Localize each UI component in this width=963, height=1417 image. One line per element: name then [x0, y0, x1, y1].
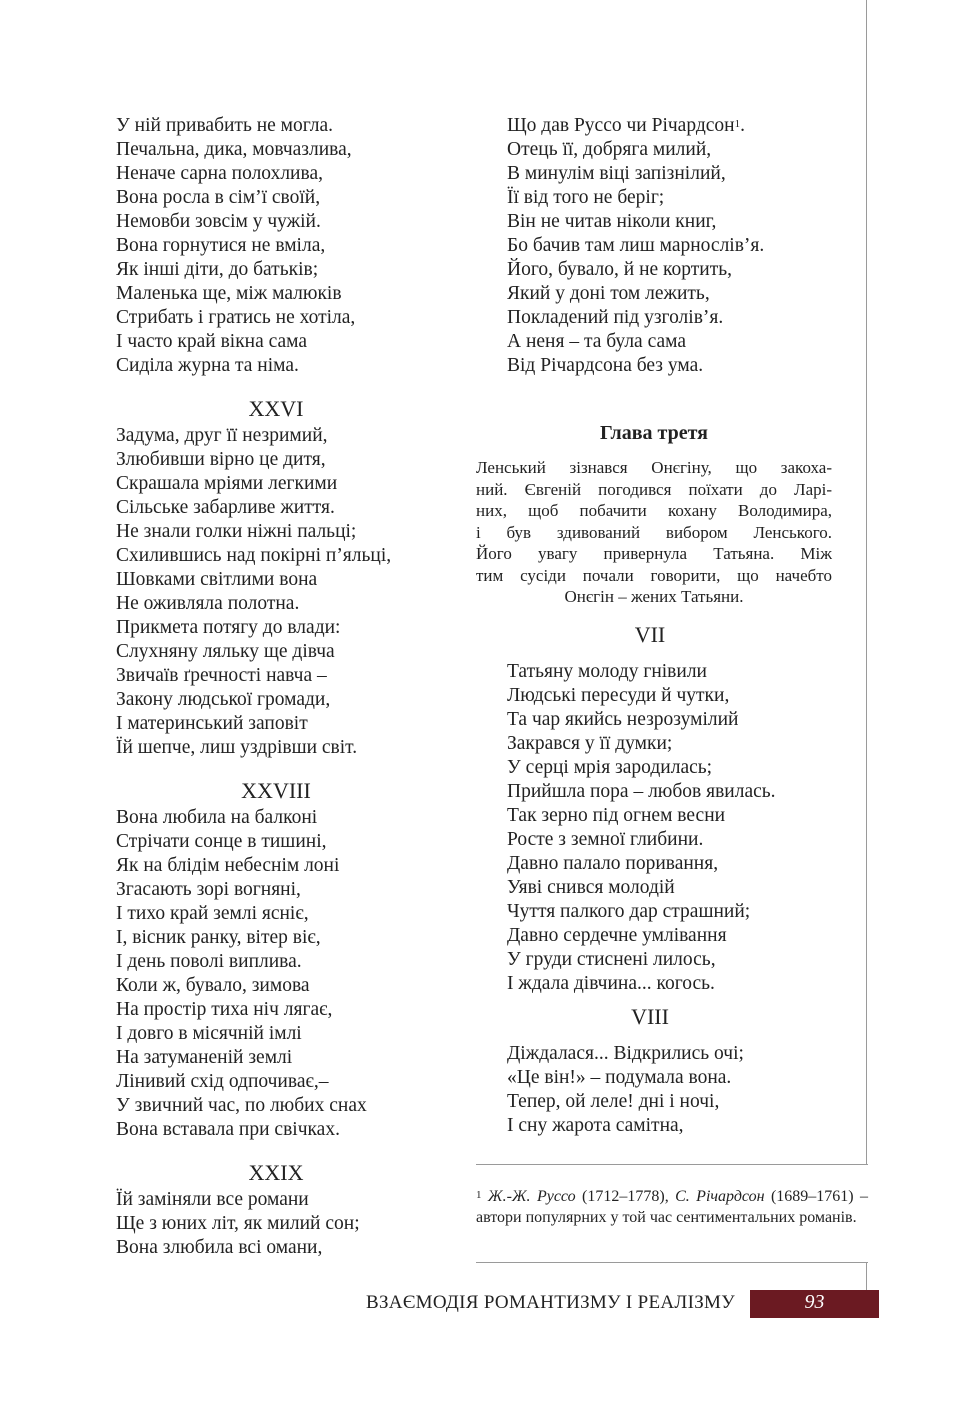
- verse-line: І часто край вікна сама: [116, 331, 308, 352]
- verse-line: Злюбивши вірно це дитя,: [116, 449, 326, 470]
- verse-line: У звичний час, по любих снах: [116, 1095, 367, 1116]
- footnote-author-2: С. Річардсон: [675, 1188, 765, 1205]
- verse-line: Як на блідім небеснім лоні: [116, 855, 340, 876]
- verse-line: Коли ж, бувало, зимова: [116, 975, 310, 996]
- verse-line: І сну жарота самітна,: [507, 1114, 684, 1136]
- verse-line: Чуття палкого дар страшний;: [507, 900, 751, 922]
- footnote: [476, 1187, 868, 1228]
- verse-line: Тепер, ой леле! дні і ночі,: [507, 1090, 720, 1112]
- verse-line: В минулім віці запізнілий,: [507, 163, 726, 184]
- verse-line: Вона росла в сім’ї своїй,: [116, 187, 321, 208]
- verse-line: На простір тиха ніч лягає,: [116, 999, 333, 1020]
- verse-line: У груди стиснені лилось,: [507, 948, 716, 970]
- running-footer-title: ВЗАЄМОДІЯ РОМАНТИЗМУ І РЕАЛІЗМУ: [366, 1292, 735, 1313]
- verse-line: Так зерно під огнем весни: [507, 804, 726, 826]
- verse-line: Скрашала мріями легкими: [116, 473, 338, 494]
- verse-line: Давно сердечне умлівання: [507, 924, 727, 946]
- verse-line: Її від того не беріг;: [507, 187, 665, 208]
- verse-line: Не оживляла полотна.: [116, 593, 300, 614]
- stanza-number: VII: [634, 621, 666, 647]
- verse-line: Печальна, дика, мовчазлива,: [116, 139, 352, 160]
- summary-line: Онєгін – жених Татьяни.: [564, 587, 744, 606]
- verse-line: Схилившись над покірні п’яльці,: [116, 545, 392, 566]
- summary-line: Ленський зізнався Онєгіну, що закоха-: [476, 458, 832, 477]
- summary-line: них, щоб побачити кохану Володимира,: [476, 501, 832, 520]
- stanza-7: [476, 660, 836, 996]
- verse-line: Вона горнутися не вміла,: [116, 235, 326, 256]
- verse-line: Звичаїв ґречності навча –: [116, 665, 327, 686]
- stanza-number: XXVIII: [241, 778, 311, 803]
- verse-line: Лінивий схід одпочиває,–: [116, 1071, 329, 1092]
- summary-line: ний. Євгеній погодився поїхати до Ларі-: [476, 479, 832, 499]
- verse-line: Його, бувало, й не кортить,: [507, 259, 733, 280]
- verse-line: Вона вставала при свічках.: [116, 1119, 340, 1140]
- footnote-rule: [476, 1164, 868, 1165]
- verse-line: А неня – та була сама: [507, 331, 686, 352]
- verse-line: І ждала дівчина... когось.: [507, 972, 715, 994]
- verse-line: Немовби зовсім у чужій.: [116, 211, 321, 232]
- right-margin-rule-bottom: [866, 1262, 867, 1292]
- verse-line: На затуманеній землі: [116, 1047, 293, 1068]
- verse-line: Уяві снився молодій: [507, 876, 675, 898]
- footnote-text-2: (1689–1761) – автори популярних у той час сентиментальних романів.: [476, 1188, 869, 1226]
- verse-line: Як інші діти, до батьків;: [116, 259, 319, 280]
- footnote-ref: 1: [734, 118, 741, 130]
- verse-text: Що дав Руссо чи Річардсон: [507, 115, 735, 136]
- summary-line: і був здивований вибором Ленського.: [476, 522, 832, 542]
- verse-punct: .: [740, 115, 745, 136]
- stanza-26: [116, 424, 436, 760]
- verse-line: Закрався у її думки;: [507, 732, 673, 754]
- verse-line: Маленька ще, між малюків: [116, 283, 342, 304]
- right-column: [476, 114, 836, 1138]
- verse-line: Шовками світлими вона: [116, 569, 318, 590]
- verse-line: Згасають зорі вогняні,: [116, 879, 301, 900]
- chapter-title: Глава третя: [600, 422, 708, 444]
- stanza-8: [476, 1042, 836, 1138]
- stanza-number: XXIX: [248, 1160, 304, 1185]
- verse-line: Від Річардсона без ума.: [507, 355, 704, 376]
- footnote-author-1: Ж.-Ж. Руссо: [487, 1188, 576, 1205]
- continuation-lines: [476, 114, 836, 378]
- verse-line: Стрибать і гратись не хотіла,: [116, 307, 356, 328]
- verse-line: Покладений під узголів’я.: [507, 307, 724, 328]
- left-column: [116, 114, 436, 1260]
- verse-line: Не знали голки ніжні пальці;: [116, 521, 357, 542]
- stanza-29: [116, 1188, 436, 1260]
- verse-line: У ній привабить не могла.: [116, 115, 334, 136]
- verse-line: Задума, друг її незримий,: [116, 425, 328, 446]
- summary-line: Його увагу привернула Татьяна. Між: [476, 544, 832, 563]
- summary-line: тим сусіди почали говорити, що начебто: [476, 565, 832, 585]
- stanza-number: VIII: [631, 1003, 669, 1029]
- footnote-marker: 1: [476, 1189, 482, 1201]
- verse-line: Росте з земної глибини.: [507, 828, 704, 850]
- verse-line: І тихо край землі ясніє,: [116, 903, 309, 924]
- opening-lines: [116, 114, 436, 378]
- verse-line: Прикмета потягу до влади:: [116, 617, 341, 638]
- verse-line: Діждалася... Відкрились очі;: [507, 1042, 744, 1064]
- verse-line: Прийшла пора – любов явилась.: [507, 780, 776, 802]
- verse-line: І, вісник ранку, вітер віє,: [116, 927, 321, 948]
- verse-line: Ще з юних літ, як милий сон;: [116, 1213, 360, 1234]
- stanza-28: [116, 806, 436, 1142]
- verse-line: Вона злюбила всі омани,: [116, 1237, 323, 1258]
- verse-line: Який у доні том лежить,: [507, 283, 710, 304]
- verse-line: Бо бачив там лиш марнослів’я.: [507, 235, 765, 256]
- verse-line: Стрічати сонце в тишині,: [116, 831, 327, 852]
- verse-line: І материнський заповіт: [116, 713, 308, 734]
- verse-line: Татьяну молоду гнівили: [507, 660, 707, 682]
- right-margin-rule: [866, 0, 867, 1165]
- verse-line: Вона любила на балконі: [116, 807, 318, 828]
- verse-line: Сільське забарливе життя.: [116, 497, 335, 518]
- verse-line: У серці мрія зародилась;: [507, 756, 713, 778]
- verse-line: Він не читав ніколи книг,: [507, 211, 717, 232]
- verse-line: Та чар якийсь незрозумілий: [507, 708, 739, 730]
- chapter-summary: [476, 457, 836, 608]
- verse-line: Давно палало поривання,: [507, 852, 719, 874]
- stanza-number: XXVI: [248, 396, 304, 421]
- verse-line: Їй заміняли все романи: [116, 1189, 309, 1210]
- verse-line: «Це він!» – подумала вона.: [507, 1066, 732, 1088]
- verse-line: Отець її, добряга милий,: [507, 139, 712, 160]
- verse-line: Сиділа журна та німа.: [116, 355, 299, 376]
- footnote-text-1: (1712–1778),: [575, 1188, 676, 1205]
- verse-line: Неначе сарна полохлива,: [116, 163, 323, 184]
- verse-line: І довго в місячній імлі: [116, 1023, 302, 1044]
- verse-line: Їй шепче, лиш уздрівши світ.: [116, 737, 358, 758]
- page-number: 93: [804, 1291, 825, 1313]
- verse-line: І день поволі виплива.: [116, 951, 302, 972]
- verse-line: Слухняну ляльку ще дівча: [116, 641, 335, 662]
- verse-line: Закону людської громади,: [116, 689, 331, 710]
- footer-rule: [476, 1262, 868, 1263]
- verse-line: [507, 114, 836, 138]
- verse-line: Людські пересуди й чутки,: [507, 684, 730, 706]
